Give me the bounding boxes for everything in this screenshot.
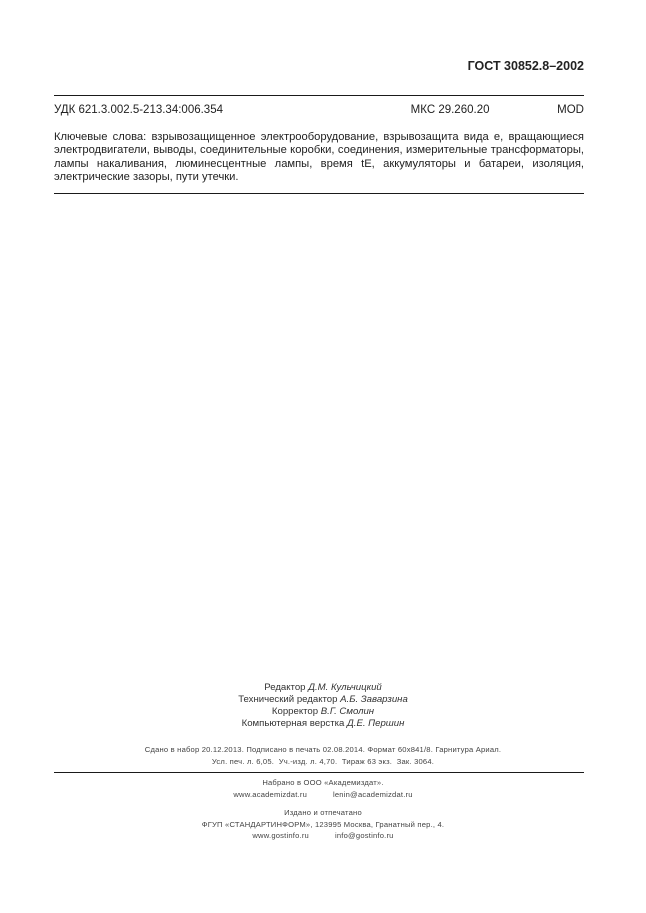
publisher-website-link[interactable]: www.gostinfo.ru [252,831,309,840]
publisher-address: ФГУП «СТАНДАРТИНФОРМ», 123995 Москва, Гранатный пер., 4. [201,819,445,829]
udk-code: УДК 621.3.002.5-213.34:006.354 [54,104,223,116]
typeset-email-link[interactable]: lenin@academizdat.ru [333,789,413,799]
credit-name: В.Г. Смолин [320,706,375,717]
credit-name: А.Б. Заварзина [340,694,408,705]
keywords-divider [54,193,584,194]
typeset-line: Набрано в ООО «Академиздат». [262,778,384,787]
standard-code: ГОСТ 30852.8–2002 [467,59,584,73]
top-divider [54,95,584,96]
print-info-line-2: Усл. печ. л. 6,05. Уч.-изд. л. 4,70. Тираж 63 экз. Зак. 3064. [211,757,435,766]
bottom-divider [54,772,584,773]
print-info-line-1: Сдано в набор 20.12.2013. Подписано в печать 02.08.2014. Формат 60х841/8. Гарнитура Ариал. [144,745,502,754]
credit-tech-editor: Технический редактор А.Б. Заварзина [238,694,408,705]
publisher-email-link[interactable]: info@gostinfo.ru [334,831,394,840]
credit-proofreader: Корректор В.Г. Смолин [271,706,375,717]
mks-code: МКС 29.260.20 [410,104,490,116]
typeset-website-link[interactable]: www.academizdat.ru [233,789,307,799]
publisher-line: Издано и отпечатано [284,808,362,817]
publisher-contacts [0,830,646,842]
credit-name: Д.М. Кульчицкий [308,682,382,693]
classification-row [54,104,584,116]
credit-name: Д.Е. Першин [347,718,405,729]
credit-layout: Компьютерная верстка Д.Е. Першин [241,718,405,729]
credits-block [0,682,646,730]
mod-label: MOD [557,104,584,116]
keywords-paragraph: Ключевые слова: взрывозащищенное электрооборудование, взрывозащита вида е, вращающиеся электродвигатели, выводы, соединительные коробки, соединения, измерительные трансформаторы, лампы накаливания, люминесцентные лампы, время tE, аккумуляторы и батареи, изоляция, электрические зазоры, пути утечки. [54,131,584,183]
credit-editor: Редактор Д.М. Кульчицкий [264,682,382,693]
print-info [0,744,646,768]
publisher-block [0,777,646,842]
typeset-contacts [0,789,646,801]
